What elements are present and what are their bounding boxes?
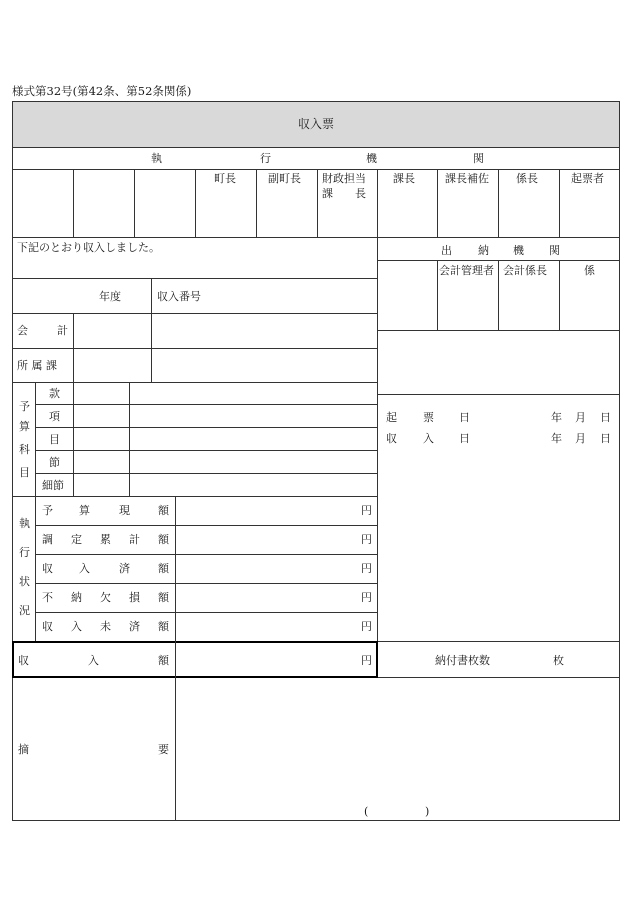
status-r5-c3: 未 bbox=[100, 620, 111, 633]
shikko-kikan-2: 行 bbox=[260, 152, 271, 165]
shunyu-gaku-yen: 円 bbox=[361, 654, 372, 667]
status-r5-yen: 円 bbox=[361, 620, 372, 633]
status-r4-c3: 欠 bbox=[100, 591, 111, 604]
kaikei-label-1: 会 bbox=[17, 324, 28, 337]
suito-kikan-3: 機 bbox=[513, 244, 524, 257]
kamoku-kan: 款 bbox=[49, 387, 60, 400]
shikko-kikan-4: 関 bbox=[473, 152, 484, 165]
kamoku-ko: 項 bbox=[49, 410, 60, 423]
yosan-kamoku-1: 予 bbox=[19, 400, 30, 413]
suito-kaikei-kakaricho: 会計係長 bbox=[503, 264, 547, 277]
status-r3-c4: 額 bbox=[158, 562, 169, 575]
status-r4-c2: 納 bbox=[71, 591, 82, 604]
nofusho-mai: 枚 bbox=[553, 654, 564, 667]
status-r1-c2: 算 bbox=[79, 504, 90, 517]
tekiyo-1: 摘 bbox=[18, 743, 29, 756]
shikko-kikan-1: 執 bbox=[151, 152, 162, 165]
status-r1-c3: 現 bbox=[119, 504, 130, 517]
suito-kikan-4: 関 bbox=[549, 244, 560, 257]
status-r5-c1: 収 bbox=[42, 620, 53, 633]
shunyu-bi-2: 入 bbox=[423, 432, 434, 445]
paren-close: ) bbox=[425, 805, 430, 818]
shikko-kikan-3: 機 bbox=[366, 152, 377, 165]
status-r3-c3: 済 bbox=[119, 562, 130, 575]
status-r3-c2: 入 bbox=[79, 562, 90, 575]
approver-zaisei-2: 課 長 bbox=[322, 187, 366, 200]
shunyu-bango-label: 収入番号 bbox=[157, 290, 201, 303]
status-r5-c2: 入 bbox=[71, 620, 82, 633]
shunyu-month: 月 bbox=[575, 432, 586, 445]
status-r4-c1: 不 bbox=[42, 591, 53, 604]
nendo-label: 年度 bbox=[99, 290, 121, 303]
shikko-jokyo-3: 状 bbox=[19, 575, 30, 588]
suito-kakari: 係 bbox=[584, 264, 595, 277]
shunyu-year: 年 bbox=[551, 432, 562, 445]
form-caption: 様式第32号(第42条、第52条関係) bbox=[12, 84, 192, 98]
status-r4-c4: 損 bbox=[129, 591, 140, 604]
approver-kakaricho: 係長 bbox=[516, 172, 538, 185]
shunyu-bi-1: 収 bbox=[386, 432, 397, 445]
status-r4-yen: 円 bbox=[361, 591, 372, 604]
status-r2-c4: 計 bbox=[129, 533, 140, 546]
shikko-jokyo-4: 況 bbox=[19, 604, 30, 617]
notice-text: 下記のとおり収入しました。 bbox=[17, 241, 160, 254]
status-r5-c5: 額 bbox=[158, 620, 169, 633]
status-r1-yen: 円 bbox=[361, 504, 372, 517]
status-r4-c5: 額 bbox=[158, 591, 169, 604]
approver-kacho-hosa: 課長補佐 bbox=[445, 172, 489, 185]
status-r3-c1: 収 bbox=[42, 562, 53, 575]
approver-kihyosha: 起票者 bbox=[571, 172, 604, 185]
status-r2-c3: 累 bbox=[100, 533, 111, 546]
kamoku-setsu: 節 bbox=[49, 456, 60, 469]
approver-kacho: 課長 bbox=[393, 172, 415, 185]
status-r5-c4: 済 bbox=[129, 620, 140, 633]
kihyo-1: 起 bbox=[386, 411, 397, 424]
kihyo-2: 票 bbox=[423, 411, 434, 424]
shunyu-day: 日 bbox=[600, 432, 611, 445]
yosan-kamoku-2: 算 bbox=[19, 420, 30, 433]
yosan-kamoku-4: 目 bbox=[19, 466, 30, 479]
status-r2-c5: 額 bbox=[158, 533, 169, 546]
shunyu-bi-3: 日 bbox=[459, 432, 470, 445]
kaikei-label-2: 計 bbox=[57, 324, 68, 337]
status-r2-c2: 定 bbox=[71, 533, 82, 546]
approver-fukuchocho: 副町長 bbox=[268, 172, 301, 185]
suito-kikan-1: 出 bbox=[441, 244, 452, 257]
shozokuka-label: 所 属 課 bbox=[17, 359, 57, 372]
kamoku-moku: 目 bbox=[49, 433, 60, 446]
kihyo-year: 年 bbox=[551, 411, 562, 424]
yosan-kamoku-3: 科 bbox=[19, 443, 30, 456]
status-r3-yen: 円 bbox=[361, 562, 372, 575]
suito-kikan-2: 納 bbox=[478, 244, 489, 257]
shunyu-gaku-1: 収 bbox=[18, 654, 29, 667]
status-r1-c4: 額 bbox=[158, 504, 169, 517]
suito-kaikei-kanrisha: 会計管理者 bbox=[439, 264, 494, 277]
shunyu-gaku-2: 入 bbox=[88, 654, 99, 667]
tekiyo-2: 要 bbox=[158, 743, 169, 756]
status-r2-c1: 調 bbox=[42, 533, 53, 546]
form-title: 収入票 bbox=[298, 117, 335, 131]
kihyo-3: 日 bbox=[459, 411, 470, 424]
shikko-jokyo-2: 行 bbox=[19, 546, 30, 559]
shunyu-gaku-3: 額 bbox=[158, 654, 169, 667]
kihyo-month: 月 bbox=[575, 411, 586, 424]
nofusho-maisu-label: 納付書枚数 bbox=[435, 654, 490, 667]
shikko-jokyo-1: 執 bbox=[19, 517, 30, 530]
status-r2-yen: 円 bbox=[361, 533, 372, 546]
kihyo-day: 日 bbox=[600, 411, 611, 424]
status-r1-c1: 予 bbox=[42, 504, 53, 517]
paren-open: ( bbox=[364, 805, 369, 818]
approver-chocho: 町長 bbox=[214, 172, 236, 185]
approver-zaisei-1: 財政担当 bbox=[322, 172, 366, 185]
kamoku-saisetsu: 細節 bbox=[42, 479, 64, 492]
